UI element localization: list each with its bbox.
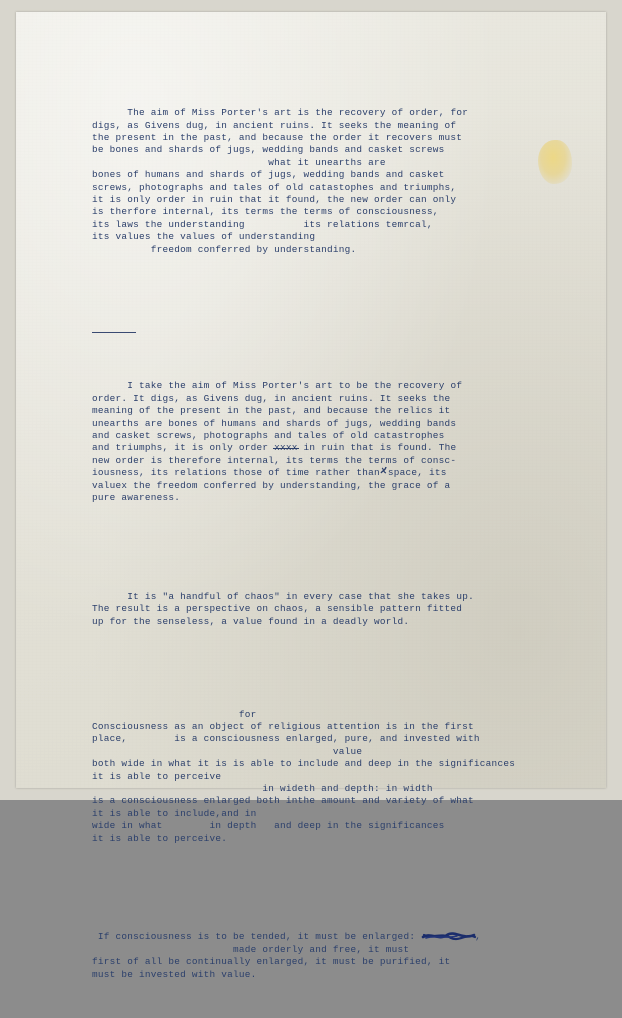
paper-sheet xyxy=(16,12,606,980)
spacer xyxy=(92,665,562,671)
paragraph-4: for Consciousness as an object of religious attention is in the first place, is a consciousness enlarged, pure, and invested with value both wide in what it is is able to include and deep in the significances it is able to perceive in wideth and depth: in width is a consciousness enlarged both inthe amount and variety of what it is able to include,and in wide in what in depth and deep in the significances it is able to perceive. xyxy=(92,708,516,844)
paragraph-2-line-6-prefix: and triumphs, it is only order xyxy=(92,442,275,454)
paragraph-3: It is "a handful of chaos" in every case that she takes up. The result is a perspective on chaos, a sensible pattern fitted up for the senseless, a value found in a deadly world. xyxy=(92,590,474,627)
typed-text-body xyxy=(92,70,562,1018)
paragraph-2: I take the aim of Miss Porter's art to be the recovery of order. It digs, as Givens dug, in ancient ruins. It seeks the meaning of the present in the past, and because the relics it unearths are bones of humans and shards of jugs, wedding bands and casket screws, photographs and tales of old catastrophes and triumphs, it is only order xxxx in ruin that is found. The new order is therefore internal, its terms the terms of consc- iousness, its relations those of time rather than space, its valuex the freedom conferred by understanding, the grace of a pure awareness. xyxy=(92,380,463,503)
paragraph-2-line-6-suffix: in ruin that is found. The xyxy=(297,442,457,454)
paragraph-5: If consciousness is to be tended, it must be enlarged: , made orderly and free, it must first of all be continually enlarged, it must be purified, it must be invested with value. xyxy=(92,931,481,980)
ink-scribble-out-icon xyxy=(421,931,475,940)
paragraph-1-lines: The aim of Miss Porter's art is the recovery of order, for digs, as Givens dug, in ancient ruins. It seeks the meaning of the present in the past, and because the order it recovers must be bones and shards of jugs, wedding bands and casket screws what it unearths are bones of humans and shards of jugs, wedding bands and casket screws, photographs and tales of old catastophes and triumphs, it is only order in ruin that it found, the new order can only is therfore internal, its terms the terms of consciousness, its laws the understanding its relations temrcal, its values the values of understanding freedom conferred by understanding. xyxy=(92,107,469,255)
horizontal-rule-mark xyxy=(92,332,136,333)
ink-smudge-icon xyxy=(380,467,388,476)
spacer xyxy=(92,293,562,305)
paragraph-1 xyxy=(92,107,562,256)
paragraph-2-line-8-a: iousness, its relations those of time rather than xyxy=(92,467,380,479)
paragraph-2-line-8-b: space, its xyxy=(387,467,447,479)
spacer xyxy=(92,542,562,554)
spacer xyxy=(92,882,562,894)
paragraph-5-line-1-suffix: , xyxy=(475,931,481,943)
paragraph-5-line-1-prefix: If consciousness is to be tended, it must be enlarged: xyxy=(92,931,422,943)
struck-token: xxxx xyxy=(274,442,298,454)
